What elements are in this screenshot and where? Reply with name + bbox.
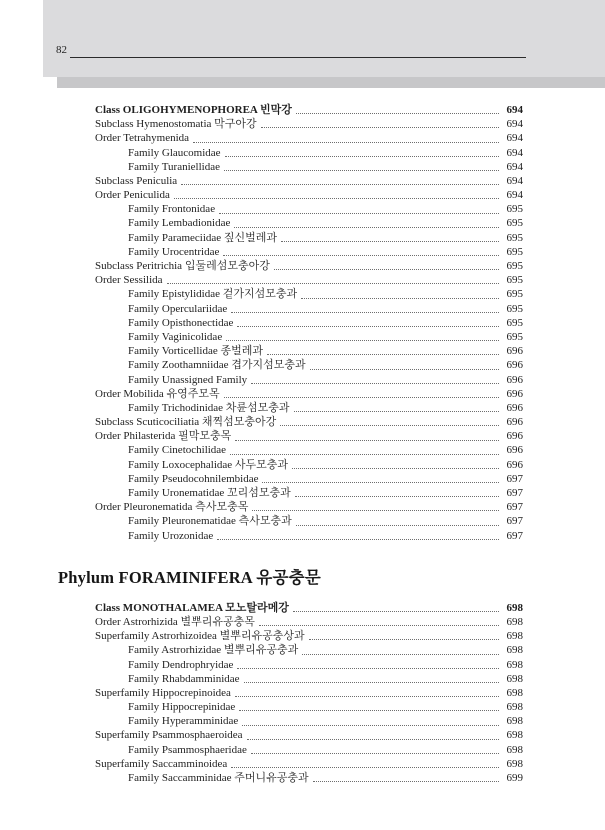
dotted-leader bbox=[310, 369, 499, 370]
header-band bbox=[43, 0, 605, 77]
toc-entry-label: Subclass Hymenostomatia 막구아강 bbox=[95, 118, 257, 131]
toc-page-number: 694 bbox=[506, 132, 523, 145]
toc-entry-label: Family Zoothamniidae 겹가지섬모충과 bbox=[128, 359, 306, 372]
toc-entry bbox=[58, 316, 523, 330]
toc-entry bbox=[58, 202, 523, 216]
toc-entry-label: Family Pleuronematidae 측사모충과 bbox=[128, 515, 292, 528]
toc-entry-label: Order Peniculida bbox=[95, 189, 170, 202]
toc-entry bbox=[58, 401, 523, 415]
toc-entry bbox=[58, 615, 523, 629]
toc-page-number: 694 bbox=[506, 103, 523, 116]
toc-page-number: 698 bbox=[506, 601, 523, 614]
dotted-leader bbox=[261, 127, 499, 128]
toc-entry bbox=[58, 486, 523, 500]
toc-entry bbox=[58, 700, 523, 714]
dotted-leader bbox=[174, 198, 499, 199]
toc-entry-label: Order Pleuronematida 측사모충목 bbox=[95, 501, 249, 514]
toc-entry-label: Order Astrorhizida 별뿌리유공충목 bbox=[95, 615, 255, 628]
toc-page-number: 696 bbox=[506, 359, 523, 372]
toc-entry-label: Superfamily Astrorhizoidea 별뿌리유공충상과 bbox=[95, 630, 305, 643]
toc-entry bbox=[58, 146, 523, 160]
toc-entry-label: Class OLIGOHYMENOPHOREA 빈막강 bbox=[95, 103, 292, 116]
toc-entry bbox=[58, 444, 523, 458]
dotted-leader bbox=[235, 440, 499, 441]
toc-entry-label: Family Trichodinidae 차륜섬모충과 bbox=[128, 401, 290, 414]
toc-page-number: 694 bbox=[506, 189, 523, 202]
toc-page-number: 694 bbox=[506, 146, 523, 159]
toc-entry-label: Family Operculariidae bbox=[128, 302, 228, 315]
toc-page-number: 698 bbox=[506, 686, 523, 699]
toc-entry bbox=[58, 629, 523, 643]
toc-page-number: 696 bbox=[506, 373, 523, 386]
dotted-leader bbox=[302, 654, 499, 655]
toc-entry-label: Family Pseudocohnilembidae bbox=[128, 472, 259, 485]
toc-page-number: 698 bbox=[506, 757, 523, 770]
toc-section-monothalamea bbox=[58, 601, 523, 785]
toc-page-number: 694 bbox=[506, 174, 523, 187]
toc-page-number: 695 bbox=[506, 217, 523, 230]
toc-entry-label: Family Frontonidae bbox=[128, 203, 216, 216]
toc-entry-label: Family Opisthonectidae bbox=[128, 316, 234, 329]
toc-page-number: 695 bbox=[506, 274, 523, 287]
toc-entry bbox=[58, 500, 523, 514]
toc-entry bbox=[58, 429, 523, 443]
dotted-leader bbox=[294, 411, 499, 412]
toc-entry bbox=[58, 771, 523, 785]
toc-entry-label: Family Lembadionidae bbox=[128, 217, 231, 230]
toc-page-number: 696 bbox=[506, 401, 523, 414]
dotted-leader bbox=[237, 326, 499, 327]
toc-page-number: 698 bbox=[506, 644, 523, 657]
toc-entry bbox=[58, 743, 523, 757]
toc-entry bbox=[58, 131, 523, 145]
dotted-leader bbox=[280, 425, 499, 426]
toc-entry-label: Family Glaucomidae bbox=[128, 146, 221, 159]
toc-entry bbox=[58, 529, 523, 543]
toc-entry bbox=[58, 415, 523, 429]
toc-entry-label: Subclass Scuticociliatia 채찍섬모충아강 bbox=[95, 416, 277, 429]
toc-page-number: 694 bbox=[506, 160, 523, 173]
toc-entry-label: Family Parameciidae 짚신벌레과 bbox=[128, 231, 278, 244]
toc-page-number: 696 bbox=[506, 345, 523, 358]
dotted-leader bbox=[223, 255, 499, 256]
toc-entry bbox=[58, 259, 523, 273]
toc-entry bbox=[58, 714, 523, 728]
toc-page-number: 695 bbox=[506, 288, 523, 301]
toc-entry bbox=[58, 601, 523, 615]
toc-entry bbox=[58, 188, 523, 202]
toc-page-number: 695 bbox=[506, 330, 523, 343]
dotted-leader bbox=[267, 354, 499, 355]
toc-section-oligohymenophorea bbox=[58, 103, 523, 543]
dotted-leader bbox=[219, 213, 499, 214]
toc-entry-label: Family Saccamminidae 주머니유공충과 bbox=[128, 772, 309, 785]
toc-entry bbox=[58, 273, 523, 287]
toc-entry-label: Order Mobilida 유영주모목 bbox=[95, 387, 220, 400]
toc-entry-label: Subclass Peritrichia 입둘레섬모충아강 bbox=[95, 260, 270, 273]
toc-entry bbox=[58, 103, 523, 117]
toc-entry-label: Family Dendrophryidae bbox=[128, 658, 234, 671]
dotted-leader bbox=[230, 454, 499, 455]
toc-entry bbox=[58, 117, 523, 131]
toc-entry bbox=[58, 174, 523, 188]
toc-page-number: 698 bbox=[506, 715, 523, 728]
toc-page-number: 696 bbox=[506, 387, 523, 400]
dotted-leader bbox=[251, 753, 499, 754]
dotted-leader bbox=[252, 510, 499, 511]
dotted-leader bbox=[239, 710, 499, 711]
toc-entry-label: Subclass Peniculia bbox=[95, 174, 178, 187]
toc-page-number: 697 bbox=[506, 515, 523, 528]
phylum-heading: Phylum FORAMINIFERA 유공충문 bbox=[58, 567, 321, 587]
toc-entry-label: Family Psammosphaeridae bbox=[128, 743, 247, 756]
toc-page-number: 696 bbox=[506, 416, 523, 429]
dotted-leader bbox=[251, 383, 499, 384]
dotted-leader bbox=[262, 482, 499, 483]
dotted-leader bbox=[296, 113, 499, 114]
dotted-leader bbox=[226, 340, 499, 341]
toc-entry bbox=[58, 344, 523, 358]
toc-entry bbox=[58, 330, 523, 344]
toc-page-number: 698 bbox=[506, 672, 523, 685]
dotted-leader bbox=[313, 781, 499, 782]
toc-page-number: 698 bbox=[506, 743, 523, 756]
toc-entry bbox=[58, 686, 523, 700]
toc-page-number: 697 bbox=[506, 501, 523, 514]
dotted-leader bbox=[301, 298, 499, 299]
toc-entry-label: Order Tetrahymenida bbox=[95, 132, 190, 145]
toc-page-number: 699 bbox=[506, 772, 523, 785]
toc-page-number: 694 bbox=[506, 118, 523, 131]
toc-page-number: 695 bbox=[506, 302, 523, 315]
toc-entry-label: Family Turaniellidae bbox=[128, 160, 220, 173]
toc-entry-label: Family Vorticellidae 종벌레과 bbox=[128, 345, 263, 358]
dotted-leader bbox=[247, 739, 499, 740]
dotted-leader bbox=[225, 156, 499, 157]
dotted-leader bbox=[244, 682, 499, 683]
toc-page-number: 695 bbox=[506, 203, 523, 216]
toc-entry-label: Family Vaginicolidae bbox=[128, 330, 223, 343]
toc-entry-label: Family Loxocephalidae 사두모충과 bbox=[128, 458, 289, 471]
toc-entry bbox=[58, 373, 523, 387]
toc-entry bbox=[58, 358, 523, 372]
toc-entry-label: Family Unassigned Family bbox=[128, 373, 248, 386]
toc-page-number: 695 bbox=[506, 245, 523, 258]
header-rule bbox=[70, 57, 526, 58]
toc-entry bbox=[58, 472, 523, 486]
dotted-leader bbox=[274, 269, 499, 270]
dotted-leader bbox=[217, 539, 499, 540]
toc-entry bbox=[58, 757, 523, 771]
dotted-leader bbox=[296, 525, 499, 526]
dotted-leader bbox=[231, 767, 499, 768]
toc-entry-label: Family Urocentridae bbox=[128, 245, 220, 258]
dotted-leader bbox=[235, 696, 499, 697]
dotted-leader bbox=[193, 142, 499, 143]
toc-entry-label: Family Hyperamminidae bbox=[128, 715, 239, 728]
toc-entry bbox=[58, 231, 523, 245]
toc-entry bbox=[58, 387, 523, 401]
toc-entry bbox=[58, 672, 523, 686]
toc-page-number: 697 bbox=[506, 487, 523, 500]
toc-entry bbox=[58, 287, 523, 301]
toc-page-number: 698 bbox=[506, 729, 523, 742]
dotted-leader bbox=[295, 496, 499, 497]
dotted-leader bbox=[224, 170, 499, 171]
toc-page-number: 695 bbox=[506, 260, 523, 273]
toc-page-number: 696 bbox=[506, 458, 523, 471]
toc-entry-label: Superfamily Psammosphaeroidea bbox=[95, 729, 243, 742]
toc-entry-label: Family Epistylididae 겉가지섬모충과 bbox=[128, 288, 298, 301]
toc-entry-label: Family Rhabdamminidae bbox=[128, 672, 240, 685]
dotted-leader bbox=[224, 397, 499, 398]
toc-page-number: 698 bbox=[506, 658, 523, 671]
dotted-leader bbox=[242, 725, 499, 726]
toc-page-number: 696 bbox=[506, 430, 523, 443]
page-number: 82 bbox=[56, 44, 67, 56]
toc-entry bbox=[58, 729, 523, 743]
dotted-leader bbox=[181, 184, 499, 185]
toc-entry-label: Family Uronematidae 꼬리섬모충과 bbox=[128, 487, 291, 500]
toc-page-number: 697 bbox=[506, 529, 523, 542]
dotted-leader bbox=[292, 468, 499, 469]
toc-entry-label: Family Hippocrepinidae bbox=[128, 701, 236, 714]
toc-entry bbox=[58, 160, 523, 174]
toc-page-number: 696 bbox=[506, 444, 523, 457]
toc-entry bbox=[58, 658, 523, 672]
toc-entry bbox=[58, 643, 523, 657]
dotted-leader bbox=[281, 241, 499, 242]
toc-entry-label: Superfamily Saccamminoidea bbox=[95, 757, 228, 770]
toc-entry bbox=[58, 514, 523, 528]
dotted-leader bbox=[237, 668, 499, 669]
toc-entry-label: Family Astrorhizidae 별뿌리유공충과 bbox=[128, 644, 299, 657]
toc-page-number: 698 bbox=[506, 615, 523, 628]
header-strip bbox=[57, 77, 605, 88]
dotted-leader bbox=[234, 227, 499, 228]
toc-entry-label: Superfamily Hippocrepinoidea bbox=[95, 686, 231, 699]
toc-page-number: 698 bbox=[506, 701, 523, 714]
toc-entry bbox=[58, 217, 523, 231]
toc-entry bbox=[58, 458, 523, 472]
toc-entry bbox=[58, 245, 523, 259]
dotted-leader bbox=[293, 611, 499, 612]
toc-entry-label: Family Cinetochilidae bbox=[128, 444, 227, 457]
dotted-leader bbox=[309, 639, 499, 640]
toc-entry-label: Family Urozonidae bbox=[128, 529, 214, 542]
toc-page-number: 695 bbox=[506, 231, 523, 244]
toc-page-number: 698 bbox=[506, 630, 523, 643]
dotted-leader bbox=[231, 312, 499, 313]
toc-entry-label: Order Sessilida bbox=[95, 274, 163, 287]
dotted-leader bbox=[259, 625, 499, 626]
toc-entry bbox=[58, 302, 523, 316]
toc-page-number: 695 bbox=[506, 316, 523, 329]
toc-entry-label: Class MONOTHALAMEA 모노탈라메강 bbox=[95, 601, 289, 614]
toc-page-number: 697 bbox=[506, 472, 523, 485]
toc-content bbox=[58, 103, 523, 785]
toc-entry-label: Order Philasterida 필막모충목 bbox=[95, 430, 232, 443]
dotted-leader bbox=[167, 283, 499, 284]
